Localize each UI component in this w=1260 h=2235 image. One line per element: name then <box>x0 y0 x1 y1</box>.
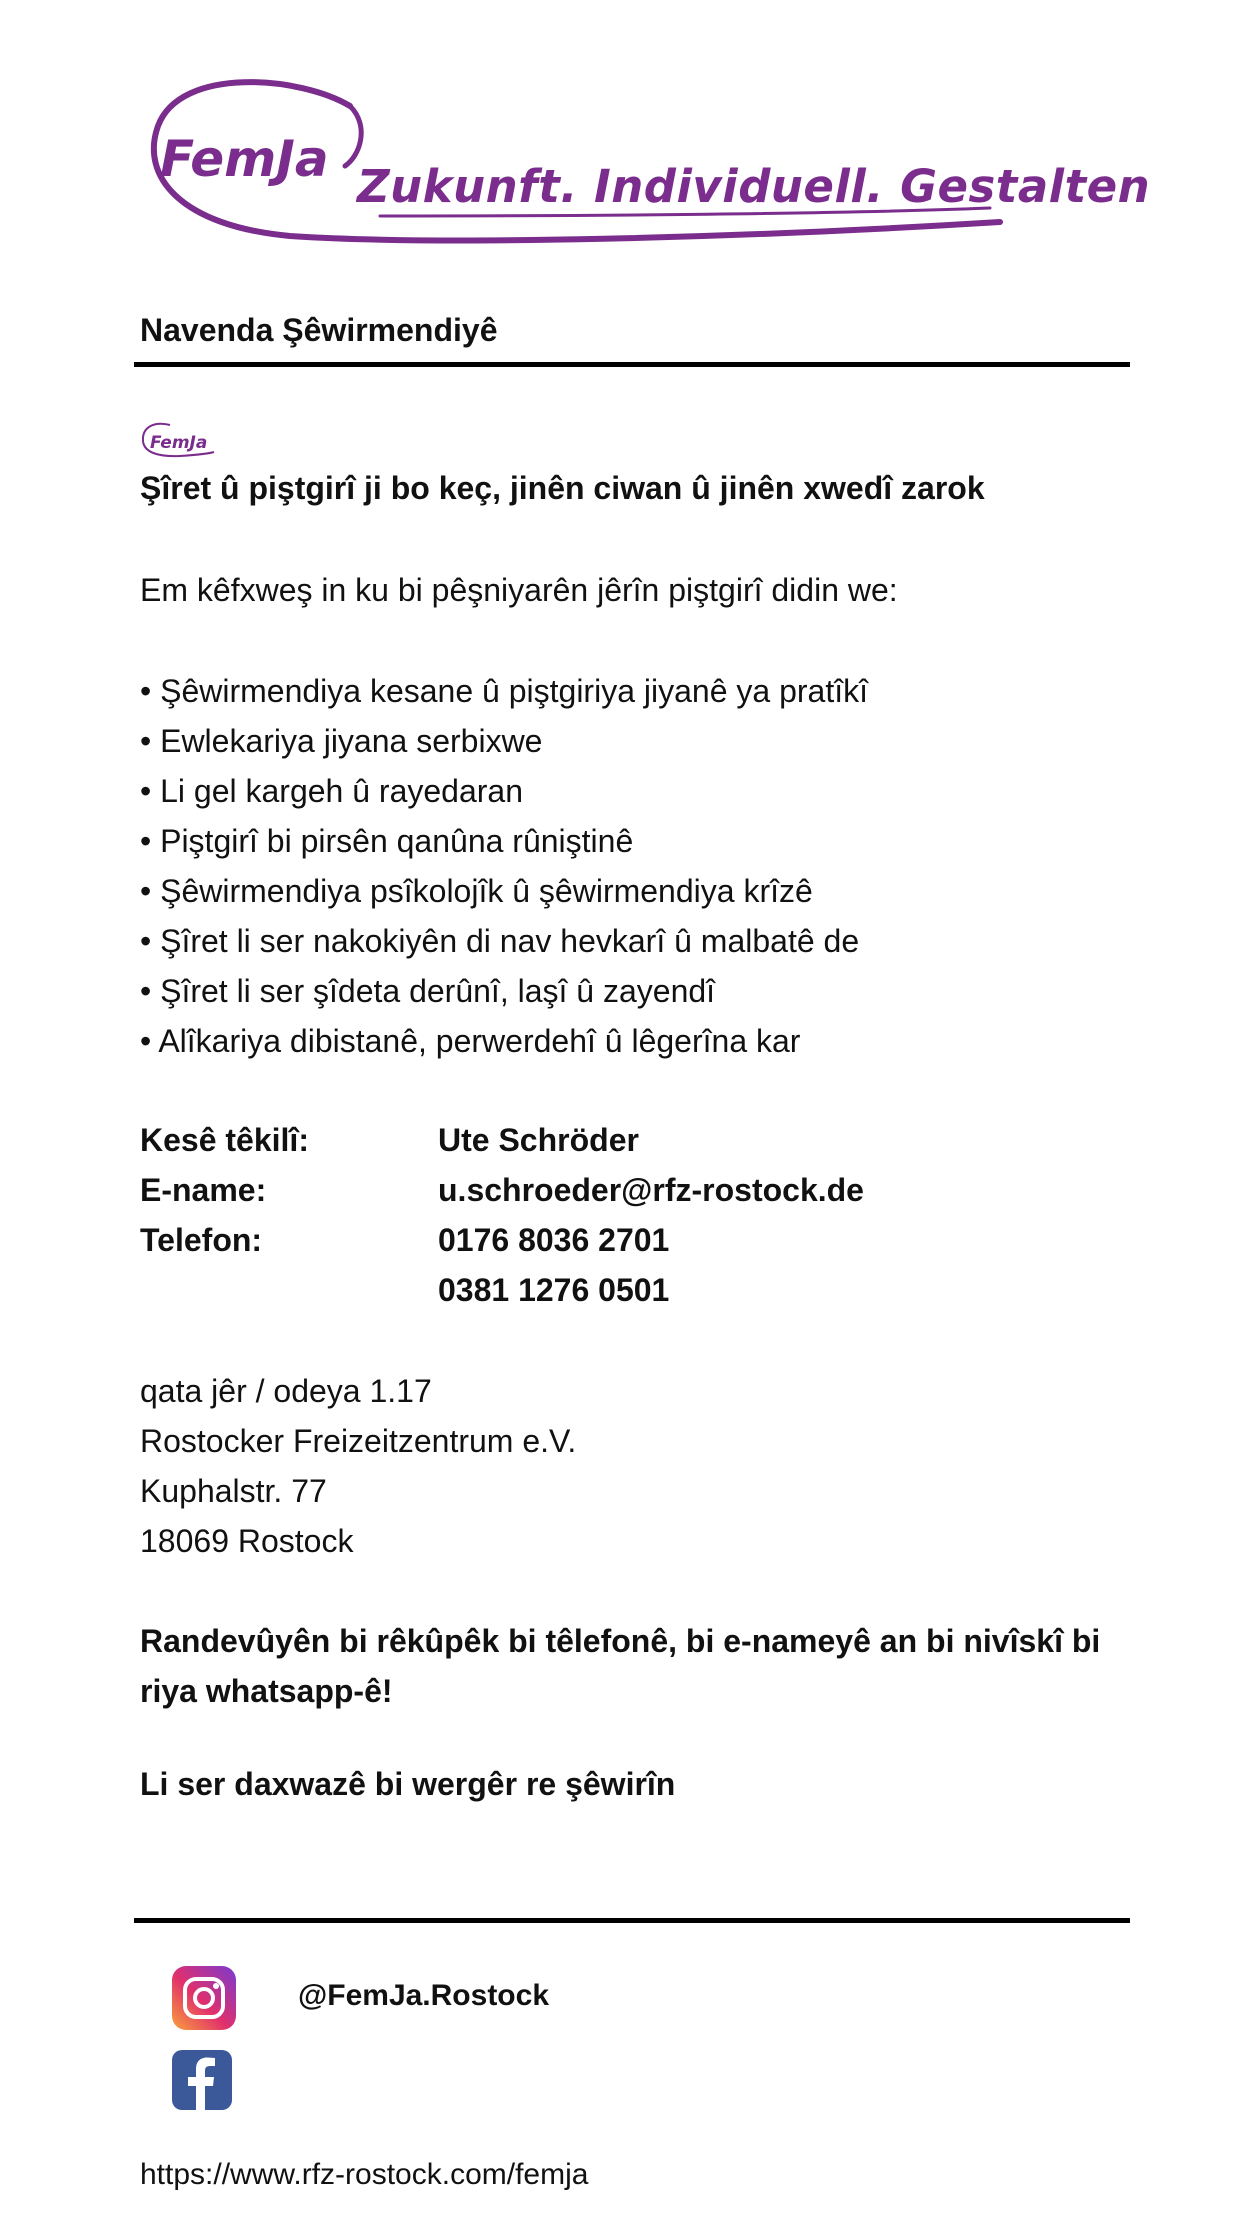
address-line: 18069 Rostock <box>140 1523 354 1559</box>
brand-name: FemJa <box>160 130 329 188</box>
mini-logo-text: FemJa <box>150 433 208 453</box>
phone-1[interactable]: 0176 8036 2701 <box>438 1222 670 1258</box>
contact-person-label: Kesê têkilî: <box>140 1122 309 1158</box>
services-list <box>140 666 868 1066</box>
phone-2[interactable]: 0381 1276 0501 <box>438 1272 670 1308</box>
list-item: • Şîret li ser şîdeta derûnî, laşî û zayendî <box>140 973 716 1009</box>
email-label: E-name: <box>140 1172 267 1208</box>
bottom-divider <box>134 1918 1130 1923</box>
list-item: • Şêwirmendiya psîkolojîk û şêwirmendiya krîzê <box>140 873 813 909</box>
website-link[interactable]: https://www.rfz-rostock.com/femja <box>140 2158 589 2191</box>
interpreter-note: Li ser daxwazê bi wergêr re şêwirîn <box>140 1766 676 1802</box>
list-item: • Şêwirmendiya kesane û piştgiriya jiyanê ya pratîkî <box>140 673 868 709</box>
phone-label: Telefon: <box>140 1222 263 1258</box>
contact-block <box>140 1115 1040 1315</box>
appointment-note: Randevûyên bi rêkûpêk bi têlefonê, bi e-nameyê an bi nivîskî bi riya whatsapp-ê! <box>140 1623 1101 1709</box>
brand-slogan: Zukunft. Individuell. Gestalten <box>357 160 1151 213</box>
address-line: Rostocker Freizeitzentrum e.V. <box>140 1423 577 1459</box>
address-line: Kuphalstr. 77 <box>140 1473 327 1509</box>
contact-person: Ute Schröder <box>438 1122 639 1158</box>
top-divider <box>134 362 1130 367</box>
list-item: • Li gel kargeh û rayedaran <box>140 773 523 809</box>
instagram-icon[interactable] <box>172 1966 236 2030</box>
headline: Şîret û piştgirî ji bo keç, jinên ciwan û jinên xwedî zarok <box>140 470 985 506</box>
social-handle[interactable]: @FemJa.Rostock <box>298 1979 550 2012</box>
list-item: • Alîkariya dibistanê, perwerdehî û lêgerîna kar <box>140 1023 801 1059</box>
list-item: • Ewlekariya jiyana serbixwe <box>140 723 543 759</box>
section-title: Navenda Şêwirmendiyê <box>140 312 498 348</box>
address-line: qata jêr / odeya 1.17 <box>140 1373 432 1409</box>
list-item: • Şîret li ser nakokiyên di nav hevkarî û malbatê de <box>140 923 860 959</box>
list-item: • Piştgirî bi pirsên qanûna rûniştinê <box>140 823 634 859</box>
mini-logo <box>140 421 216 459</box>
intro-text: Em kêfxweş in ku bi pêşniyarên jêrîn piştgirî didin we: <box>140 572 898 608</box>
facebook-icon[interactable] <box>172 2050 232 2110</box>
address-block <box>140 1366 576 1566</box>
email-link[interactable]: u.schroeder@rfz-rostock.de <box>438 1172 864 1208</box>
